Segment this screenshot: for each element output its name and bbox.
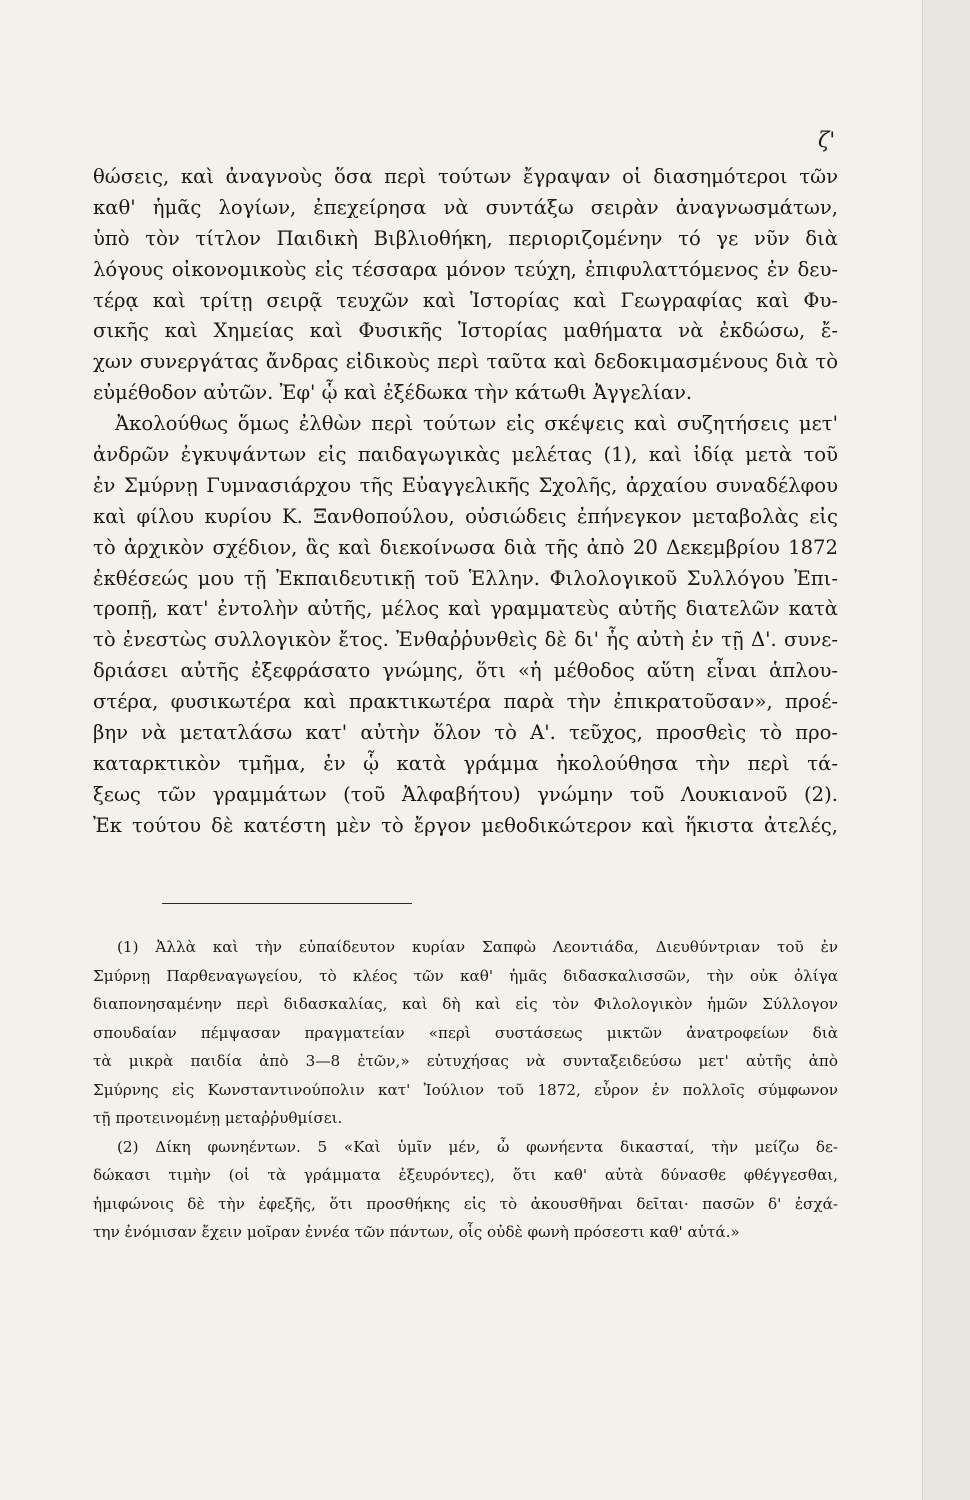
body-line: καθ' ἡμᾶς λογίων, ἐπεχείρησα νὰ συντάξω σειρὰν ἀναγνωσμάτων, — [93, 195, 838, 219]
body-line: ξεως τῶν γραμμάτων (τοῦ Ἀλφαβήτου) γνώμην τοῦ Λουκιανοῦ (2). — [93, 782, 838, 806]
footnote-line: τῇ προτεινομένῃ μεταῤῥυθμίσει. — [93, 1109, 343, 1127]
body-line: τέρᾳ καὶ τρίτῃ σειρᾷ τευχῶν καὶ Ἱστορίας καὶ Γεωγραφίας καὶ Φυ- — [93, 288, 838, 312]
body-line: ὑπὸ τὸν τίτλον Παιδικὴ Βιβλιοθήκη, περιοριζομένην τό γε νῦν διὰ — [93, 226, 838, 250]
footnote-line: σπουδαίαν πέμψασαν πραγματείαν «περὶ συστάσεως μικτῶν ἀνατροφείων διὰ — [93, 1023, 838, 1042]
footnote-line: ἡμιφώνοις δὲ τὴν ἐφεξῆς, ὅτι προσθήκης εἰς τὸ ἀκουσθῆναι δεῖται· πασῶν δ' ἐσχά- — [93, 1194, 838, 1213]
body-line: Ἀκολούθως ὅμως ἐλθὼν περὶ τούτων εἰς σκέψεις καὶ συζητήσεις μετ' — [115, 412, 838, 436]
body-line: ἐκθέσεώς μου τῇ Ἐκπαιδευτικῇ τοῦ Ἑλλην. Φιλολογικοῦ Συλλόγου Ἐπι- — [93, 566, 838, 590]
body-line: ἐν Σμύρνῃ Γυμνασιάρχου τῆς Εὐαγγελικῆς Σχολῆς, ἀρχαίου συναδέλφου — [93, 473, 838, 497]
body-line: εὐμέθοδον αὐτῶν. Ἐφ' ᾧ καὶ ἐξέδωκα τὴν κάτωθι Ἀγγελίαν. — [93, 381, 693, 405]
footnote-line: (2) Δίκη φωνηέντων. 5 «Καὶ ὑμῖν μέν, ὦ φωνήεντα δικασταί, τὴν μείζω δε- — [117, 1137, 838, 1156]
body-line: θώσεις, καὶ ἀναγνοὺς ὅσα περὶ τούτων ἔγραψαν οἱ διασημότεροι τῶν — [93, 165, 838, 188]
body-line: καταρκτικὸν τμῆμα, ἐν ᾧ κατὰ γράμμα ἠκολούθησα τὴν περὶ τά- — [93, 751, 838, 775]
footnote-line: Σμύρνης εἰς Κωνσταντινούπολιν κατ' Ἰούλιον τοῦ 1872, εὗρον ἐν πολλοῖς σύμφωνον — [93, 1080, 838, 1099]
body-line: στέρα, φυσικωτέρα καὶ πρακτικωτέρα παρὰ τὴν ἐπικρατοῦσαν», προέ- — [93, 690, 838, 714]
body-text — [93, 162, 838, 842]
body-line: ἀνδρῶν ἐγκυψάντων εἰς παιδαγωγικὰς μελέτας (1), καὶ ἰδίᾳ μετὰ τοῦ — [93, 443, 838, 467]
footnote-line: τὰ μικρὰ παιδία ἀπὸ 3—8 ἐτῶν,» εὐτυχήσας νὰ συνταξειδεύσω μετ' αὐτῆς ἀπὸ — [93, 1052, 838, 1070]
body-line: τὸ ἀρχικὸν σχέδιον, ἃς καὶ διεκοίνωσα διὰ τῆς ἀπὸ 20 Δεκεμβρίου 1872 — [93, 535, 838, 559]
footnote-line: Σμύρνῃ Παρθεναγωγείου, τὸ κλέος τῶν καθ' ἡμᾶς διδασκαλισσῶν, τὴν οὐκ ὀλίγα — [93, 966, 838, 985]
body-line: Ἐκ τούτου δὲ κατέστη μὲν τὸ ἔργον μεθοδικώτερον καὶ ἥκιστα ἀτελές, — [93, 813, 838, 837]
body-line: σικῆς καὶ Χημείας καὶ Φυσικῆς Ἱστορίας μαθήματα νὰ ἐκδώσω, ἔ- — [93, 319, 838, 343]
body-line: τὸ ἐνεστὼς συλλογικὸν ἔτος. Ἐνθαῤῥυνθεὶς δὲ δι' ἧς αὐτὴ ἐν τῇ Δ'. συνε- — [93, 628, 838, 652]
body-line: χων συνεργάτας ἄνδρας εἰδικοὺς περὶ ταῦτα καὶ δεδοκιμασμένους διὰ τὸ — [93, 350, 838, 374]
body-line: βην νὰ μετατλάσω κατ' αὐτὴν ὅλον τὸ Α'. τεῦχος, προσθεὶς τὸ προ- — [93, 721, 838, 745]
footnote-line: διαπονησαμένην περὶ διδασκαλίας, καὶ δὴ καὶ εἰς τὸν Φιλολογικὸν ἡμῶν Σύλλογον — [93, 995, 838, 1013]
footnote-line: δώκασι τιμὴν (οἱ τὰ γράμματα ἐξευρόντες), ὅτι καθ' αὑτὰ δύνασθε φθέγγεσθαι, — [93, 1166, 838, 1184]
body-line: καὶ φίλου κυρίου Κ. Ξανθοπούλου, οὐσιώδεις ἐπήνεγκον μεταβολὰς εἰς — [93, 504, 838, 528]
page-number: ζ' — [818, 128, 836, 152]
footnote-divider — [162, 903, 412, 904]
footnotes — [93, 933, 838, 1247]
body-line: δριάσει αὐτῆς ἐξεφράσατο γνώμης, ὅτι «ἡ μέθοδος αὕτη εἶναι ἁπλου- — [93, 659, 838, 683]
body-line: τροπῇ, κατ' ἐντολὴν αὐτῆς, μέλος καὶ γραμματεὺς αὐτῆς διατελῶν κατὰ — [93, 597, 838, 621]
footnote-line: την ἐνόμισαν ἔχειν μοῖραν ἐννέα τῶν πάντων, οἷς οὐδὲ φωνὴ πρόσεστι καθ' αὑτά.» — [93, 1223, 740, 1241]
body-line: λόγους οἰκονομικοὺς εἰς τέσσαρα μόνον τεύχη, ἐπιφυλαττόμενος ἐν δευ- — [93, 257, 838, 281]
footnote-line: (1) Ἀλλὰ καὶ τὴν εὐπαίδευτον κυρίαν Σαπφὼ Λεοντιάδα, Διευθύντριαν τοῦ ἐν — [117, 938, 838, 956]
